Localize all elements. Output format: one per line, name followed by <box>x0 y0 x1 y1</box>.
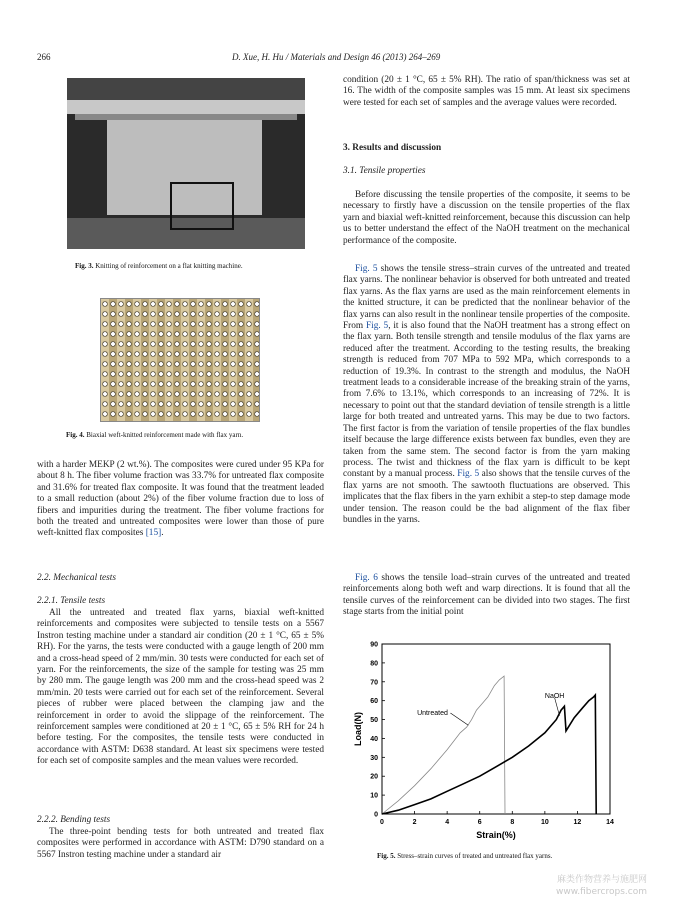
y-axis-label: Load(N) <box>353 712 363 746</box>
tensile-tests-paragraph: All the untreated and treated flax yarns, biaxial weft-knitted reinforcements and composites were subjected to tensile tests on a 5567 Instron testing machine under a standard air condition (20 ± 1 °C, 65 ± 5% RH). For the yarns, the tests were conducted with a gauge length of 200 mm and a cross-head speed of 2 mm/min. 30 tests were conducted for each set of yarn. For the reinforcements, the size of the sample for testing was 25 mm by 280 mm. The gauge length was 200 mm and the cross-head speed was 2 mm/min. 20 tests were carried out for each set of the reinforcement. Several pieces of rubber were placed between the clamping jaw and the reinforcement in order to avoid the slippage of the reinforcement. The reinforcement samples were conditioned at 20 ± 1 °C, 65 ± 5% RH for 24 h before testing. For the composites, the tensile tests were conducted in accordance with ASTM: D638 standard. At least six specimens were tested for each set of composite samples and the mean values were recorded. <box>37 608 324 767</box>
plot-frame <box>382 644 610 814</box>
knitted-reinforcement-photo <box>100 298 260 422</box>
condition-paragraph: condition (20 ± 1 °C, 65 ± 5% RH). The ratio of span/thickness was set at 16. The width of the composite samples was 15 mm. At least six specimens were tested for each set of samples and the average values were recorded. <box>343 75 630 108</box>
y-tick-label: 40 <box>370 735 378 743</box>
figure-4-caption: Fig. 4. Biaxial weft-knitted reinforcement made with flax yarn. <box>66 431 244 439</box>
y-tick-label: 90 <box>370 641 378 649</box>
watermark: 麻类作物营养与施肥网 www.fibercrops.com <box>556 875 647 897</box>
knitting-machine-photo <box>67 78 305 249</box>
y-tick-label: 70 <box>370 679 378 687</box>
x-tick-label: 6 <box>477 819 482 826</box>
x-tick-label: 2 <box>412 819 417 826</box>
section-3-heading: 3. Results and discussion <box>343 143 442 153</box>
annotation-untreated: Untreated <box>417 710 448 717</box>
y-tick-label: 50 <box>370 717 378 725</box>
bending-tests-paragraph: The three-point bending tests for both untreated and treated flax composites were performed in accordance with ASTM: D790 standard on a 5567 Instron testing machine under a standard air <box>37 827 324 860</box>
materials-paragraph: with a harder MEKP (2 wt.%). The composites were cured under 95 KPa for about 8 h. The fiber volume fraction was 33.7% for untreated flax composite and 31.6% for treated flax composite. It was found that the treatment leaded to a small reduction (about 2%) of the fiber volume fraction due to loss of fibers and impurities during the treatment. The fiber volume fractions for both the treated and untreated composites were lower than those of pure weft-knitted flax composites [15]. <box>37 460 324 539</box>
running-head: D. Xue, H. Hu / Materials and Design 46 (2013) 264–269 <box>232 52 441 62</box>
stress-strain-chart <box>352 634 632 849</box>
section-2-2-1-heading: 2.2.1. Tensile tests <box>37 596 106 606</box>
y-tick-label: 0 <box>374 811 378 819</box>
x-tick-label: 12 <box>573 819 582 826</box>
x-axis-label: Strain(%) <box>476 830 516 840</box>
y-tick-label: 10 <box>370 792 378 800</box>
y-tick-label: 20 <box>370 773 378 781</box>
y-tick-label: 30 <box>370 754 378 762</box>
x-tick-label: 10 <box>540 819 549 826</box>
annotation-untreated-arrow <box>450 713 468 725</box>
section-3-1-heading: 3.1. Tensile properties <box>343 166 426 176</box>
intro-paragraph: Before discussing the tensile properties of the composite, it seems to be necessary to firstly have a discussion on the tensile properties of the flax yarn and biaxial weft-knitted reinforcement, because this discussion can help us to better understand the effect of the NaOH treatment on the mechanical performance of the composite. <box>343 190 630 246</box>
section-2-2-2-heading: 2.2.2. Bending tests <box>37 815 111 825</box>
page-number: 266 <box>37 52 51 62</box>
x-tick-label: 4 <box>445 819 450 826</box>
section-2-2-heading: 2.2. Mechanical tests <box>37 573 117 583</box>
figure-3-caption: Fig. 3. Knitting of reinforcement on a flat knitting machine. <box>75 262 243 270</box>
annotation-naoh-arrow <box>555 698 560 716</box>
fig6-paragraph: Fig. 6 shows the tensile load–strain curves of the untreated and treated reinforcements along both weft and warp directions. It is found that all the tensile curves of the reinforcement can be divided into two stages. The first stage starts from the initial point <box>343 573 630 618</box>
y-tick-label: 60 <box>370 698 378 706</box>
figure-5-caption: Fig. 5. Stress–strain curves of treated and untreated flax yarns. <box>377 852 553 860</box>
fig5-paragraph: Fig. 5 shows the tensile stress–strain curves of the untreated and treated flax yarns. The nonlinear behavior is observed for both untreated and treated flax yarns. As the flax yarns are used as the main reinforcement elements in the knitted structure, it can be predicted that the nonlinear behavior of the flax yarns can also result in the nonlinear tensile properties of the composite. From Fig. 5, it is also found that the NaOH treatment has a strong effect on the flax yarn. Both tensile strength and tensile modulus of the flax yarns are reduced after the treatment. According to the testing results, the breaking strength is reduced from 707 MPa to 592 MPa, which corresponds to a reduction of 19.3%. In contrast to the strength and modulus, the NaOH treatment leads to a considerable increase of the breaking strain of the yarns, from 7.6% to 13.1%, which corresponds to an increasing of 72%. It is necessary to point out that the standard deviation of tensile strength is a little large for both treated and untreated yarns. This may be due to two factors. The first factor is from the variation of tensile properties of the flax bundles itself because the large difference exists between fax bundles, even they are taken from the same stem. The second factor is from the yarn making process. The twist and thickness of the flax yarn is difficult to be kept constant by a manual process. Fig. 5 also shows that the tensile curves of the flax yarns are not smooth. The sawtooth fluctuations are observed. This implicates that the flax fibers in the yarn exhibit a step-to step damage mode under tension. The reason could be the bad alignment of the flax fiber bundles in the yarns. <box>343 264 630 525</box>
y-tick-label: 80 <box>370 660 378 668</box>
x-tick-label: 14 <box>606 819 614 826</box>
x-tick-label: 0 <box>380 819 384 826</box>
naoh-curve <box>382 695 596 814</box>
annotation-naoh: NaOH <box>544 693 565 700</box>
x-tick-label: 8 <box>510 819 515 826</box>
